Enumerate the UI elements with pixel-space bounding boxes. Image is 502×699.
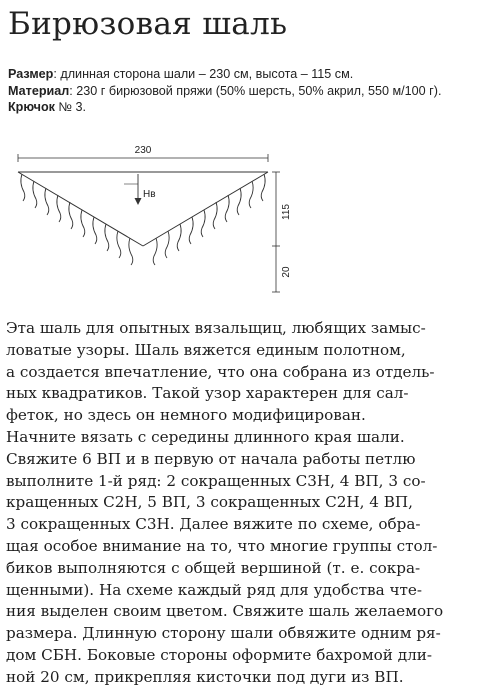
- body-line: а создается впечатление, что она собрана из отдель-: [6, 362, 435, 381]
- spec-material: [8, 83, 498, 100]
- body-line: ных квадратиков. Такой узор характерен для сал-: [6, 384, 409, 403]
- spec-size: [8, 66, 498, 83]
- body-line: размера. Длинную сторону шали обвяжите одним ря-: [6, 624, 441, 643]
- specs-block: [8, 66, 498, 116]
- spec-material-label: Материал: [8, 83, 70, 98]
- body-line: щенными). На схеме каждый ряд для удобства чте-: [6, 580, 423, 599]
- spec-hook: [8, 99, 498, 116]
- shawl-right-edge: [143, 172, 268, 246]
- body-line: феток, но здесь он немного модифицирован.: [6, 406, 366, 425]
- spec-size-label: Размер: [8, 67, 54, 81]
- spec-size-value: : длинная сторона шали – 230 см, высота – 115 см.: [53, 67, 354, 81]
- direction-arrow-head: [135, 198, 142, 205]
- body-line: Эта шаль для опытных вязальщиц, любящих замыс-: [6, 319, 426, 337]
- body-line: 3 сокращенных С3Н. Далее вяжите по схеме, обра-: [6, 515, 421, 534]
- body-line: щая особое внимание на то, что многие группы стол-: [6, 536, 438, 555]
- body-line: кращенных С2Н, 5 ВП, 3 сокращенных С2Н, 4 ВП,: [6, 493, 413, 512]
- body-line: Свяжите 6 ВП и в первую от начала работы петлю: [6, 449, 416, 468]
- width-label: 230: [134, 145, 152, 156]
- body-line: ной 20 см, прикрепляя кисточки под дуги из ВП.: [6, 667, 404, 686]
- body-text: [6, 318, 500, 689]
- direction-label: Нв: [143, 189, 156, 200]
- spec-material-value: : 230 г бирюзовой пряжи (50% шерсть, 50% акрил, 550 м/100 г).: [69, 83, 442, 98]
- shawl-left-edge: [18, 172, 143, 246]
- height-label: 115: [281, 204, 292, 220]
- body-line: Начните вязать с середины длинного края шали.: [6, 427, 405, 446]
- body-line: биков выполняются с общей вершиной (т. е. сокра-: [6, 558, 421, 577]
- shawl-diagram: [0, 132, 502, 312]
- spec-hook-label: Крючок: [8, 100, 55, 114]
- page-title: Бирюзовая шаль: [8, 6, 288, 42]
- body-line: ловатые узоры. Шаль вяжется единым полотном,: [6, 340, 406, 359]
- body-line: дом СБН. Боковые стороны оформите бахромой дли-: [6, 645, 433, 664]
- body-line: выполните 1-й ряд: 2 сокращенных С3Н, 4 ВП, 3 со-: [6, 471, 426, 490]
- fringe-tassels: [21, 174, 265, 265]
- spec-hook-value: № 3.: [54, 100, 86, 114]
- body-line: ния выделен своим цветом. Свяжите шаль желаемого: [6, 602, 444, 621]
- fringe-length-label: 20: [281, 266, 292, 278]
